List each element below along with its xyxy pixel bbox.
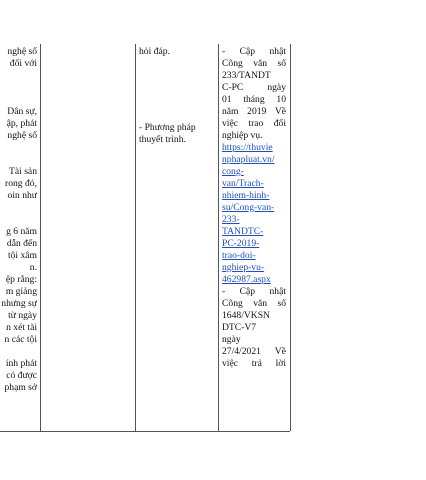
reference-link[interactable]: PC-2019-: [222, 238, 260, 249]
table-column-references: [222, 46, 286, 370]
content-line: từ ngày: [8, 310, 37, 321]
content-line: dẫn đến: [6, 238, 37, 249]
reference-line: 1648/VKSN: [222, 310, 270, 321]
reference-line: việc trả lời: [222, 358, 286, 369]
reference-line: việc trao đổi: [222, 118, 286, 129]
content-line: n xét tài: [6, 322, 37, 333]
reference-link[interactable]: 462987.aspx: [222, 274, 271, 285]
reference-line: ngày: [222, 334, 241, 345]
content-line: ập, phát: [6, 118, 37, 129]
content-line: m giảng: [5, 286, 37, 297]
reference-link[interactable]: trao-doi-: [222, 250, 256, 261]
content-line: tội xâm: [7, 250, 37, 261]
content-line: [0, 214, 39, 226]
reference-link[interactable]: van/Trach-: [222, 178, 264, 189]
reference-link[interactable]: nhiem-hinh-: [222, 190, 270, 201]
reference-line: năm 2019 Về: [222, 106, 286, 117]
content-line: n.: [29, 262, 37, 273]
reference-link[interactable]: TANDTC-: [222, 226, 264, 237]
content-line: rong đó,: [5, 178, 37, 189]
table-border-left: [40, 44, 41, 431]
reference-line: - Cập nhật: [222, 46, 286, 57]
content-line: [0, 82, 39, 94]
content-line: nhưng sự: [1, 298, 37, 309]
content-line: phạm sở: [4, 382, 37, 393]
reference-link[interactable]: cong-: [222, 166, 244, 177]
reference-link[interactable]: su/Cong-van-: [222, 202, 275, 213]
content-line: oin như: [7, 190, 37, 201]
content-line: g 6 năm: [6, 226, 37, 237]
content-line: [0, 142, 39, 154]
reference-line: - Cập nhật: [222, 286, 286, 297]
reference-link[interactable]: 233-: [222, 214, 240, 225]
content-line: [0, 94, 39, 106]
table-column-method: [139, 46, 217, 145]
content-line: ính phát: [5, 358, 37, 369]
method-line: - Phương pháp: [139, 122, 196, 133]
method-line: hỏi đáp.: [139, 46, 170, 57]
reference-line: C-PC ngày: [222, 82, 286, 93]
content-line: Tài sản: [9, 166, 37, 177]
content-line: nghệ số: [7, 46, 37, 57]
reference-link[interactable]: https://thuvie: [222, 142, 273, 153]
table-border-right: [290, 44, 291, 431]
content-line: n các tội: [4, 334, 37, 345]
reference-line: Công văn số: [222, 298, 286, 309]
content-line: nghệ số: [7, 130, 37, 141]
table-border-mid2: [218, 44, 219, 431]
reference-line: DTC-V7: [222, 322, 257, 333]
reference-line: nghiệp vụ.: [222, 130, 263, 141]
content-line: có được: [6, 370, 37, 381]
table-column-content: [0, 46, 39, 394]
reference-link[interactable]: nghiep-vu-: [222, 262, 265, 273]
content-line: [0, 346, 39, 358]
method-line: thuyết trình.: [139, 134, 186, 145]
reference-line: 233/TANDT: [222, 70, 271, 81]
reference-line: 01 tháng 10: [222, 94, 286, 105]
content-line: Dân sự,: [7, 106, 37, 117]
content-line: ệp rằng:: [5, 274, 37, 285]
reference-link[interactable]: nphapluat.vn/: [222, 154, 275, 165]
content-line: [0, 154, 39, 166]
content-line: [0, 70, 39, 82]
reference-line: 27/4/2021 Về: [222, 346, 286, 357]
table-border-bottom: [0, 431, 290, 432]
content-line: [0, 202, 39, 214]
content-line: đối với: [9, 58, 37, 69]
table-border-mid1: [135, 44, 136, 431]
reference-line: Công văn số: [222, 58, 286, 69]
